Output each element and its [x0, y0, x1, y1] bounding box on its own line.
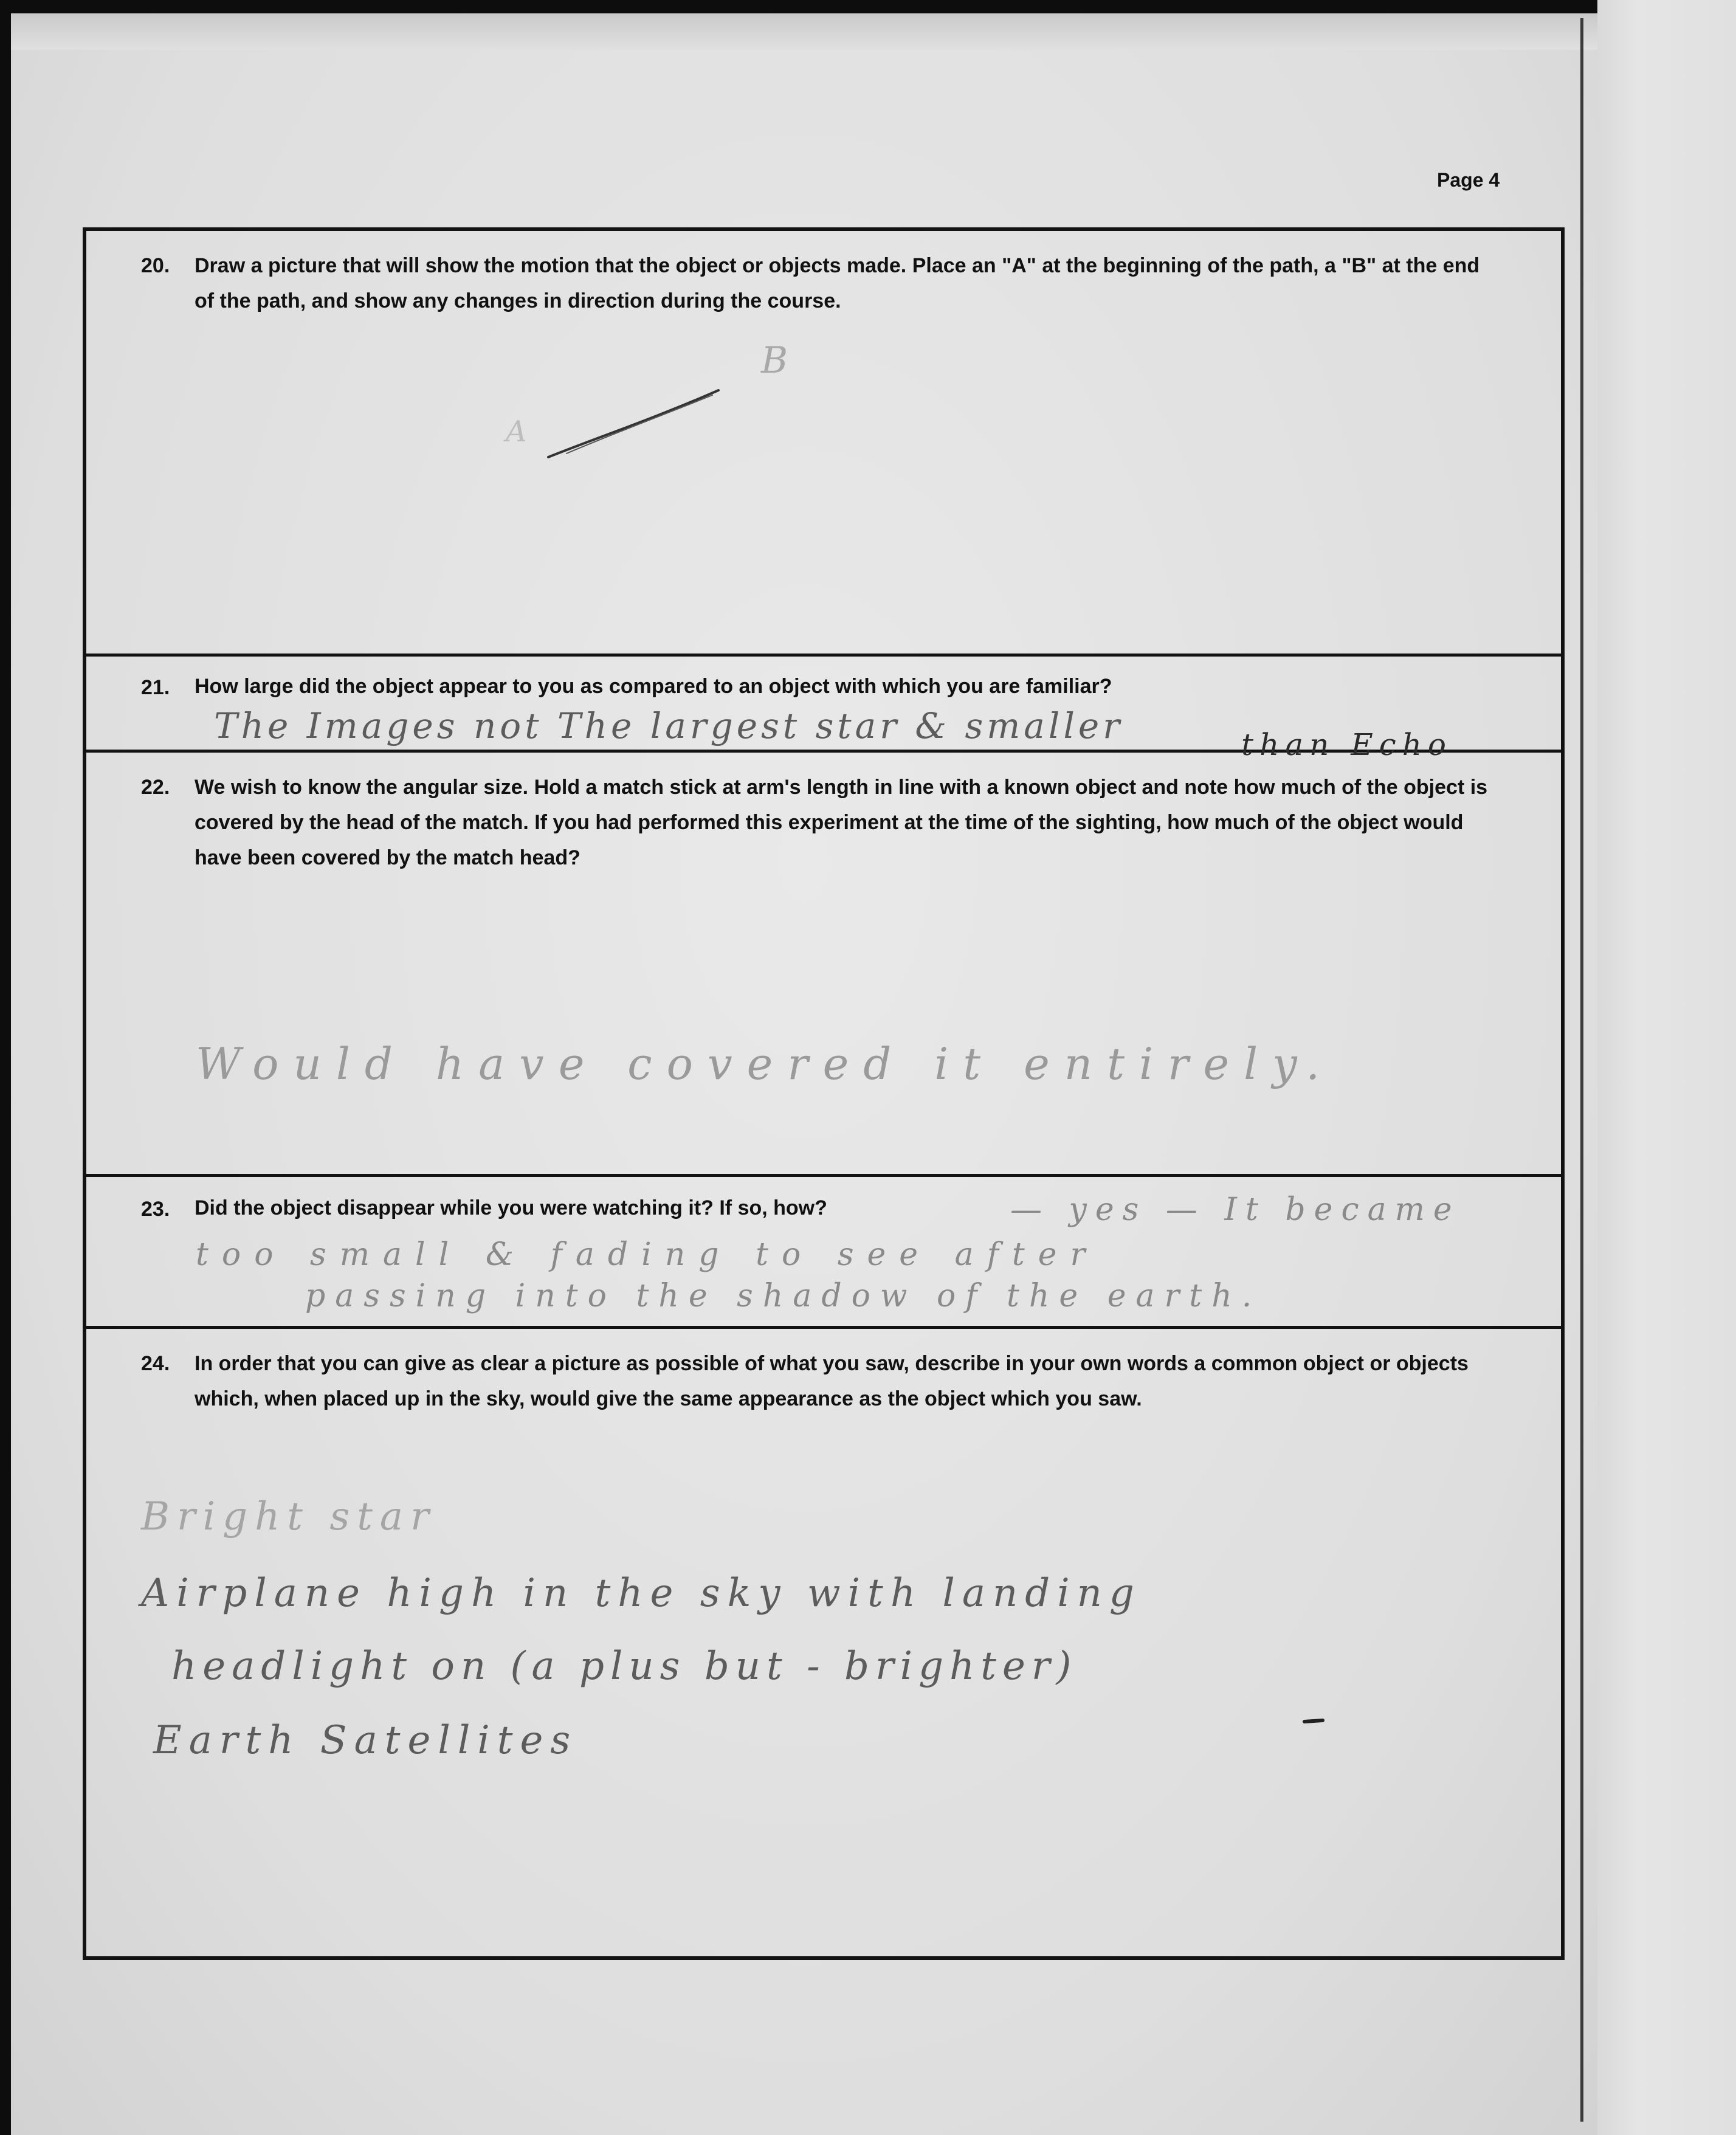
- question-22-answer: Would have covered it entirely.: [196, 1038, 1335, 1089]
- question-21-number: 21.: [141, 676, 170, 699]
- question-22-section: [86, 727, 1561, 1177]
- question-23-answer-line-3: passing into the shadow of the earth.: [305, 1278, 1262, 1314]
- form-box: [83, 227, 1565, 1960]
- question-21-text: How large did the object appear to you as compared to an object with which you are familiar?: [195, 675, 1112, 698]
- path-start-label: A: [506, 415, 531, 449]
- question-22-text: We wish to know the angular size. Hold a match stick at arm's length in line with a known object and note how much of the object is covered by the head of the match. If you had performed this experiment at the time of the sighting, how much of the object would have been covered by the match head?: [195, 776, 1488, 869]
- question-23-text: Did the object disappear while you were watching it? If so, how?: [195, 1196, 827, 1219]
- motion-path-line: [548, 390, 718, 457]
- question-23-section: [86, 1177, 1561, 1329]
- question-24-answer-line-2: Airplane high in the sky with landing: [141, 1571, 1142, 1616]
- question-23-answer-line-1: — yes — It became: [1010, 1192, 1461, 1228]
- motion-path-line-stroke2: [567, 395, 712, 454]
- path-end-label: B: [761, 339, 792, 382]
- page-right-edge: [1580, 18, 1583, 2122]
- question-20-section: [86, 231, 1561, 657]
- question-21-answer-note: than Echo: [1241, 727, 1453, 762]
- ink-mark: [1302, 1712, 1326, 1730]
- question-24-text: In order that you can give as clear a picture as possible of what you saw, describe in your own words a common object or objects which, when placed up in the sky, would give the same appearance as the object which you saw.: [195, 1352, 1469, 1410]
- question-24-answer-line-4: Earth Satellites: [153, 1718, 578, 1763]
- question-22-number: 22.: [141, 776, 170, 799]
- question-23-answer-line-2: too small & fading to see after: [196, 1237, 1099, 1273]
- paper-top-edge: [11, 13, 1597, 50]
- question-21-answer: The Images not The largest star & smaller: [214, 705, 1123, 747]
- right-margin-strip: [1597, 0, 1736, 2135]
- question-24-answer-line-1: Bright star: [141, 1494, 436, 1539]
- motion-path-drawing: [86, 231, 1557, 650]
- page-number: Page 4: [1437, 169, 1500, 191]
- question-24-section: [86, 1329, 1561, 1956]
- question-20-text: Draw a picture that will show the motion that the object or objects made. Place an "A" at the beginning of the path, a "B" at the end of the path, and show any changes in direction during the course.: [195, 254, 1480, 312]
- question-24-number: 24.: [141, 1352, 170, 1375]
- question-23-number: 23.: [141, 1198, 170, 1221]
- question-20-number: 20.: [141, 254, 170, 277]
- question-24-answer-line-3: headlight on (a plus but - brighter): [171, 1644, 1078, 1689]
